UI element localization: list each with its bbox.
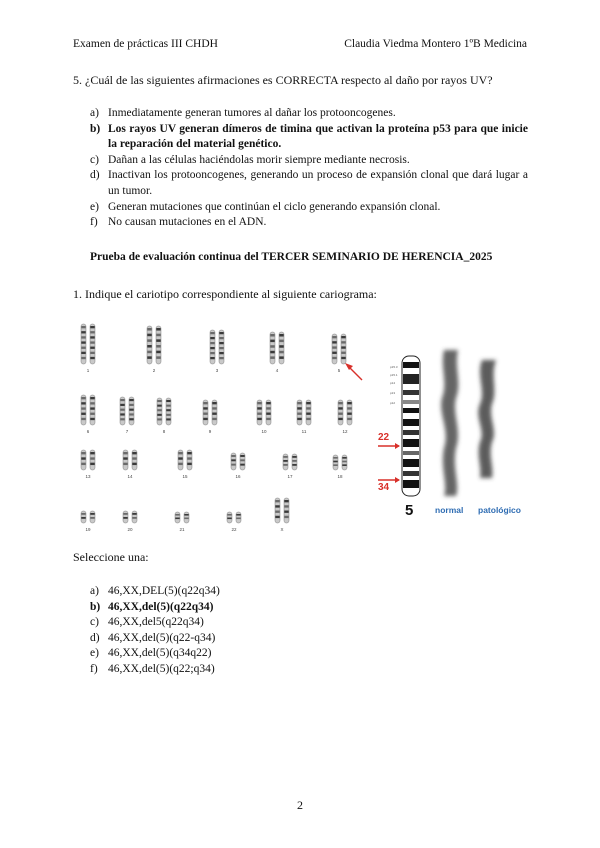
chromosome-band [284, 511, 288, 513]
chromosome-band [120, 418, 124, 420]
chromosome-band [184, 514, 188, 516]
option-text: Los rayos UV generan dímeros de timina que activan la proteína p53 para que inicie la reparación del material genético. [108, 122, 528, 151]
page-number: 2 [297, 798, 303, 812]
chromosome-band [283, 460, 287, 462]
chromosome-band [178, 457, 182, 459]
chromosome-band [187, 457, 191, 459]
chromosome-band [297, 402, 301, 404]
chromosome-pair-6 [81, 395, 95, 425]
chromosome-band [306, 413, 310, 415]
chromosome-band [270, 334, 274, 337]
chromosome-band [231, 455, 235, 457]
chromosome-band [210, 332, 214, 334]
label-pathologic: patológico [478, 505, 521, 515]
chromosome-band [284, 516, 288, 518]
chromosome-band [333, 461, 337, 463]
chromosome-band [240, 455, 244, 457]
band-22-label: 22 [378, 432, 390, 443]
chromosome-band [157, 418, 161, 420]
chromosome-band [347, 407, 351, 409]
chromosome-band [81, 452, 85, 454]
chromosome-band [210, 347, 214, 349]
chromosome-band [175, 518, 179, 520]
chromosome-band [129, 399, 133, 401]
option-letter: f) [90, 662, 98, 675]
chromosome-band [81, 413, 85, 415]
chromosome-band [219, 332, 223, 334]
chromosome-5-ideogram [402, 356, 420, 496]
chromosome-band [219, 357, 223, 359]
chromosome-band [332, 357, 336, 359]
chromosome-band [297, 418, 301, 420]
chromosome-band [81, 331, 85, 333]
chromosome-band [203, 418, 207, 420]
chromosome-band [332, 336, 336, 338]
chromosome-band [275, 500, 279, 502]
chromosome-band [283, 464, 287, 466]
option-e [90, 200, 528, 216]
chromosome-band [203, 407, 207, 409]
chromosome-band [203, 413, 207, 415]
header-left: Examen de prácticas III CHDH [73, 38, 218, 50]
section-title: Prueba de evaluación continua del TERCER SEMINARIO DE HERENCIA_2025 [90, 251, 493, 263]
chromosome-band [342, 461, 346, 463]
chromosome-band [90, 513, 94, 515]
option-text: Inactivan los protooncogenes, generando un proceso de expansión clonal que dará lugar a un tumor. [108, 169, 528, 197]
chromosome-band [279, 356, 283, 359]
question-1-options [90, 584, 390, 678]
chromosome [270, 332, 275, 364]
chromosome-band [292, 464, 296, 466]
svg-text:p15.1: p15.1 [390, 373, 398, 377]
chromosome-band [81, 457, 85, 459]
chromosome-band [175, 514, 179, 516]
chromosome-band [279, 340, 283, 343]
chromosome-pair-2 [147, 326, 161, 364]
chromosome-band [227, 518, 231, 520]
option-letter: d) [90, 169, 100, 182]
chromosome-band [212, 407, 216, 409]
chromosome [120, 397, 125, 425]
question-5-options [90, 106, 528, 231]
chromosome-pair-X [275, 498, 289, 523]
chromosome-band [156, 339, 160, 342]
chromosome [279, 332, 284, 364]
chromosome-band [297, 413, 301, 415]
question-5-text: 5. ¿Cuál de las siguientes afirmaciones es CORRECTA respecto al daño por rayos UV? [73, 73, 493, 87]
chromosome-label: 17 [287, 474, 293, 479]
option-text: No causan mutaciones en el ADN. [108, 216, 267, 229]
chromosome-band [166, 418, 170, 420]
chromosome-band [184, 518, 188, 520]
chromosome-band [275, 505, 279, 507]
svg-text:p12: p12 [390, 401, 396, 405]
chromosome-band [166, 400, 170, 402]
band-34-label: 34 [378, 482, 390, 493]
chromosome-band [120, 399, 124, 401]
option-b [90, 122, 528, 153]
chromosome-band [123, 513, 127, 515]
chromosome-band [266, 402, 270, 404]
chromosome-band [81, 463, 85, 465]
chromosome-band [123, 517, 127, 519]
chromosome-band [90, 341, 94, 343]
chromosome-band [292, 460, 296, 462]
chromosome-pair-1 [81, 324, 95, 364]
option-c [90, 153, 528, 169]
chromosome-band [270, 356, 274, 359]
label-normal: normal [435, 505, 464, 515]
chromosome-band [147, 334, 151, 337]
chromosome-pair-7 [120, 397, 134, 425]
chromosome-band [219, 352, 223, 354]
chromosome-band [123, 463, 127, 465]
chromosome-band [257, 413, 261, 415]
chromosome-band [187, 463, 191, 465]
chromosome-band [81, 407, 85, 409]
chromosome-band [187, 452, 191, 454]
chromosome-band [240, 464, 244, 466]
chromosome-band [81, 347, 85, 349]
chromosome-pair-11 [297, 400, 311, 425]
option-text: 46,XX,del(5)(q22;q34) [108, 662, 215, 675]
svg-text:p13: p13 [390, 391, 396, 395]
chromosome-band [156, 356, 160, 359]
chromosome-pair-4 [270, 332, 284, 364]
chromosome-band [129, 409, 133, 411]
option-text: 46,XX,del(5)(q22q34) [108, 600, 214, 613]
chromosome-band [306, 407, 310, 409]
chromosome-band [284, 505, 288, 507]
chromosome-band [212, 413, 216, 415]
chromosome-band [166, 405, 170, 407]
chromosome-label: 9 [208, 429, 212, 434]
chromosome-band [90, 418, 94, 420]
chromosome [129, 397, 134, 425]
chromosome [341, 334, 346, 364]
chromosome-band [81, 357, 85, 359]
chromosome-band [338, 402, 342, 404]
option-letter: a) [90, 585, 99, 597]
chromosome-label: 12 [342, 429, 348, 434]
chromosome-band [219, 347, 223, 349]
chromosome-band [157, 409, 161, 411]
chromosome-band [333, 457, 337, 459]
chromosome-band [231, 459, 235, 461]
chromosome-band [81, 341, 85, 343]
chromosome-pair-5 [332, 334, 346, 364]
chromosome-band [342, 464, 346, 466]
chromosome-pair-16 [231, 453, 245, 470]
chromosome-band [156, 328, 160, 331]
chromosome-band [147, 356, 151, 359]
chromosome-pair-22 [227, 512, 241, 523]
chromosome-band [212, 402, 216, 404]
chromosome-band [227, 514, 231, 516]
chromosome-label: 18 [337, 474, 343, 479]
chromosome-band [257, 418, 261, 420]
chromosome-label: 21 [179, 527, 185, 532]
option-text: 46,XX,del(5)(q34q22) [108, 647, 212, 660]
chromosome-band [90, 517, 94, 519]
chromosome-label: 15 [182, 474, 188, 479]
chromosome-band [129, 418, 133, 420]
chromosome-band [156, 345, 160, 348]
chromosome-label: 7 [125, 429, 129, 434]
chromosome-band [81, 418, 85, 420]
chromosome-pair-3 [210, 330, 224, 364]
chromosome-band [279, 351, 283, 354]
chromosome [90, 395, 95, 425]
option-letter: f) [90, 216, 98, 229]
option-d [90, 168, 528, 199]
band-22-arrowhead-icon [395, 443, 400, 449]
chromosome-band [81, 517, 85, 519]
chromosome-label: 19 [85, 527, 91, 532]
chromosome-band [257, 402, 261, 404]
chromosome-band [306, 418, 310, 420]
chromosome-band [341, 336, 345, 338]
chromosome-band [132, 463, 136, 465]
chromosome-band [147, 328, 151, 331]
select-prompt: Seleccione una: [73, 550, 149, 564]
option-letter: c) [90, 616, 99, 629]
option-f [90, 215, 528, 231]
chromosome-band [210, 342, 214, 344]
chromosome-band [90, 407, 94, 409]
chromosome-band [347, 418, 351, 420]
chromosome-band [132, 513, 136, 515]
chromosome-band [81, 397, 85, 399]
chromosome-band [90, 463, 94, 465]
chromosome-band [123, 452, 127, 454]
option-letter: e) [90, 647, 99, 660]
chromosome-band [212, 418, 216, 420]
option-d [90, 631, 390, 647]
chromosome-label: 16 [235, 474, 241, 479]
chromosome-label: 11 [301, 429, 307, 434]
chromosome-pair-17 [283, 454, 297, 470]
chromosome-band [341, 352, 345, 354]
chromosome-band [210, 352, 214, 354]
chromosome-band [266, 407, 270, 409]
chromosome-band [81, 352, 85, 354]
chromosome-pair-19 [81, 511, 95, 523]
chromosome-band [236, 514, 240, 516]
chromosome-band [132, 517, 136, 519]
option-text: 46,XX,del(5)(q22-q34) [108, 631, 216, 644]
chromosome-label: 1 [86, 368, 90, 373]
chromosome-band [123, 457, 127, 459]
chromosome-label: 4 [275, 368, 279, 373]
header-right: Claudia Viedma Montero 1ºB Medicina [344, 38, 527, 50]
option-e [90, 646, 390, 662]
chromosome-label: 10 [261, 429, 267, 434]
chromosome-band [338, 418, 342, 420]
chromosome-band [90, 457, 94, 459]
chromosome-pair-8 [157, 398, 171, 425]
chromosome-band [270, 345, 274, 348]
chromosome-band [156, 334, 160, 337]
chromosome-band [342, 457, 346, 459]
chromosome-band [132, 452, 136, 454]
chromosome-label: 5 [337, 368, 341, 373]
chromosome-band [332, 352, 336, 354]
chromosome-band [266, 418, 270, 420]
chromosome-band [270, 351, 274, 354]
chromosome-band [283, 456, 287, 458]
chromosome-label: 20 [127, 527, 133, 532]
chromosome-band [81, 326, 85, 328]
chromosome-label: 8 [162, 429, 166, 434]
chromosome-band [231, 464, 235, 466]
chromosome-band [219, 337, 223, 339]
chromosome-band [120, 409, 124, 411]
chromosome-band [332, 346, 336, 348]
band-labels [390, 365, 398, 405]
option-letter: a) [90, 107, 99, 119]
chromosome-band [120, 404, 124, 406]
chromosome-label: 13 [85, 474, 91, 479]
chromosome-band [81, 402, 85, 404]
option-a [90, 106, 528, 122]
chromosome-band [341, 341, 345, 343]
chromosome-band [275, 511, 279, 513]
karyogram-figure [72, 318, 530, 532]
chromosome-band [279, 334, 283, 337]
chromosome-pair-18 [333, 455, 347, 470]
option-letter: b) [90, 122, 101, 135]
chromosome-band [157, 414, 161, 416]
chromosome-band [333, 464, 337, 466]
chromosome-band [166, 409, 170, 411]
option-text: 46,XX,del5(q22q34) [108, 616, 204, 629]
option-text: Dañan a las células haciéndolas morir siempre mediante necrosis. [108, 153, 410, 166]
chromosome-band [178, 452, 182, 454]
karyogram-chromosomes [81, 324, 352, 523]
chromosome-band [292, 456, 296, 458]
chromosome-band [156, 351, 160, 354]
band-34-arrowhead-icon [395, 477, 400, 483]
chromosome-label: 6 [86, 429, 90, 434]
chromosome [81, 395, 86, 425]
option-f [90, 662, 390, 678]
chromosome-band [129, 404, 133, 406]
chromosome-band [341, 357, 345, 359]
option-a [90, 584, 390, 600]
chromosome-band [210, 357, 214, 359]
chromosome-band [240, 459, 244, 461]
chromosome-pair-14 [123, 450, 137, 470]
option-text: 46,XX,DEL(5)(q22q34) [108, 585, 220, 597]
chromosome-band [306, 402, 310, 404]
chromosome-band [90, 452, 94, 454]
chromosome-band [90, 413, 94, 415]
chromosome-band [90, 326, 94, 328]
chromosome [332, 334, 337, 364]
chromosome-band [236, 518, 240, 520]
chromosome-pair-9 [203, 400, 217, 425]
chromosome-band [90, 352, 94, 354]
chromosome-band [270, 340, 274, 343]
chromosome-band [284, 500, 288, 502]
chromosome-pair-20 [123, 511, 137, 523]
chromosome-band [81, 336, 85, 338]
chromosome-band [338, 413, 342, 415]
chromosome-band [210, 337, 214, 339]
chromosome-pair-13 [81, 450, 95, 470]
chromosome-band [147, 339, 151, 342]
chromosome-band [297, 407, 301, 409]
option-letter: b) [90, 600, 101, 613]
chromosome-band [332, 341, 336, 343]
chromosome-band [166, 414, 170, 416]
svg-text:p15.3: p15.3 [390, 365, 398, 369]
option-c [90, 615, 390, 631]
option-letter: c) [90, 153, 99, 166]
blurred-chromosomes [441, 350, 496, 496]
chromosome-band [129, 413, 133, 415]
chromosome-band [147, 345, 151, 348]
chromosome-band [347, 402, 351, 404]
chromosome-number-label: 5 [405, 502, 414, 519]
chromosome-band [347, 413, 351, 415]
chromosome-band [90, 347, 94, 349]
chromosome-label: 2 [152, 368, 156, 373]
chromosome-label: 3 [215, 368, 219, 373]
question-1-text: 1. Indique el cariotipo correspondiente al siguiente cariograma: [73, 287, 377, 301]
chromosome-band [147, 351, 151, 354]
chromosome-label: 14 [127, 474, 133, 479]
chromosome-band [157, 400, 161, 402]
chromosome-band [341, 346, 345, 348]
option-b [90, 600, 390, 616]
option-letter: d) [90, 631, 100, 644]
chromosome-band [279, 345, 283, 348]
chromosome-band [266, 413, 270, 415]
chromosome-band [203, 402, 207, 404]
chromosome-band [338, 407, 342, 409]
chromosome-band [120, 413, 124, 415]
chromosome-label: 22 [231, 527, 237, 532]
chromosome-band [90, 331, 94, 333]
option-text: Inmediatamente generan tumores al dañar los protooncogenes. [108, 107, 396, 119]
chromosome-pair-15 [178, 450, 192, 470]
chromosome-band [132, 457, 136, 459]
chromosome-band [90, 402, 94, 404]
chromosome-pair-12 [338, 400, 352, 425]
chromosome-band [81, 513, 85, 515]
chromosome-pair-10 [257, 400, 271, 425]
option-letter: e) [90, 200, 99, 213]
chromosome-label: X [280, 527, 284, 532]
chromosome-band [90, 397, 94, 399]
chromosome-band [178, 463, 182, 465]
chromosome-band [90, 357, 94, 359]
svg-text:p14: p14 [390, 381, 396, 385]
chromosome-band [90, 336, 94, 338]
chromosome-band [257, 407, 261, 409]
chromosome-band [157, 405, 161, 407]
chromosome-band [219, 342, 223, 344]
chromosome-pair-21 [175, 512, 189, 523]
chromosome-band [275, 516, 279, 518]
option-text: Generan mutaciones que continúan el ciclo generando expansión clonal. [108, 200, 441, 213]
